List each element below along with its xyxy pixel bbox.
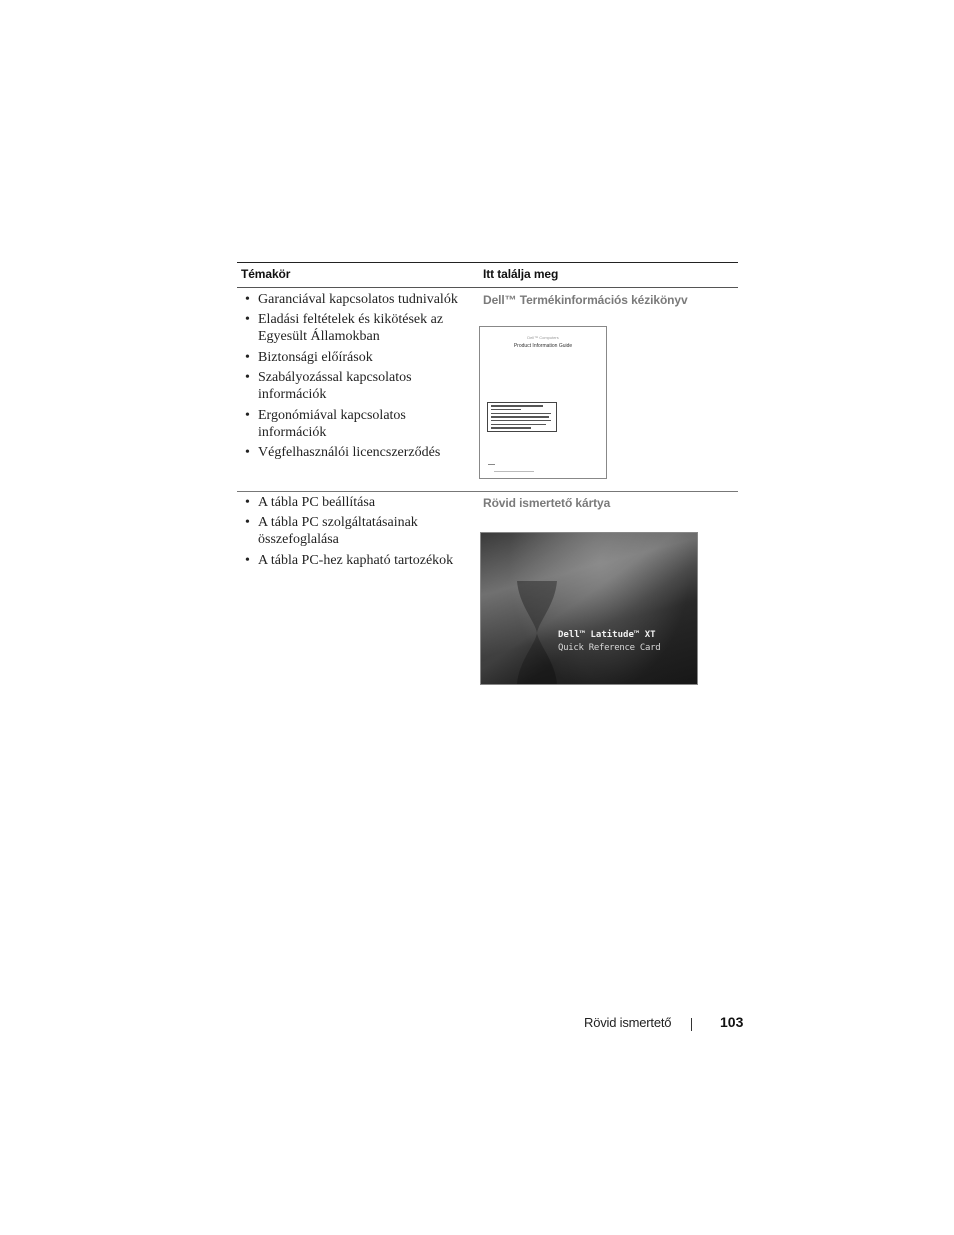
hourglass-graphic [481, 533, 697, 684]
list-item: • Ergonómiával kapcsolatos információk [245, 407, 406, 440]
list-item: • Biztonsági előírások [245, 349, 373, 365]
guide-footer-mark [488, 464, 495, 465]
quick-reference-card-title: Rövid ismertető kártya [483, 496, 611, 510]
list-item: • A tábla PC szolgáltatásainak összefoglalása [245, 515, 418, 548]
header-rule [237, 287, 738, 288]
product-info-guide-title: Dell™ Termékinformációs kézikönyv [483, 293, 688, 307]
product-info-guide-thumbnail [479, 326, 607, 479]
page-number: 103 [720, 1014, 744, 1030]
guide-brand: Dell™ Computers [527, 335, 559, 340]
row-divider [237, 491, 738, 492]
guide-notice-box [487, 402, 557, 432]
list-item: • Eladási feltételek és kikötések az Egyesült Államokban [245, 312, 444, 345]
row2-topic-list [237, 494, 475, 572]
list-item: • A tábla PC beállítása [245, 495, 376, 510]
guide-title: Product Information Guide [513, 343, 573, 349]
list-item: • Garanciával kapcsolatos tudnivalók [245, 292, 458, 307]
header-location: Itt találja meg [483, 267, 559, 281]
quick-reference-card-image [480, 532, 698, 685]
list-item: • Szabályozással kapcsolatos információk [245, 370, 412, 403]
footer-separator [691, 1018, 692, 1031]
card-brand-line: Dell™ Latitude™ XT [558, 630, 656, 640]
row1-topic-list [237, 291, 475, 464]
header-topic: Témakör [241, 267, 291, 281]
list-item: • A tábla PC-hez kapható tartozékok [245, 552, 454, 568]
guide-footer-url [494, 471, 534, 472]
card-subtitle: Quick Reference Card [558, 643, 661, 653]
table-top-rule [237, 262, 738, 263]
footer-section-label: Rövid ismertető [584, 1015, 672, 1030]
list-item: • Végfelhasználói licencszerződés [245, 444, 441, 460]
